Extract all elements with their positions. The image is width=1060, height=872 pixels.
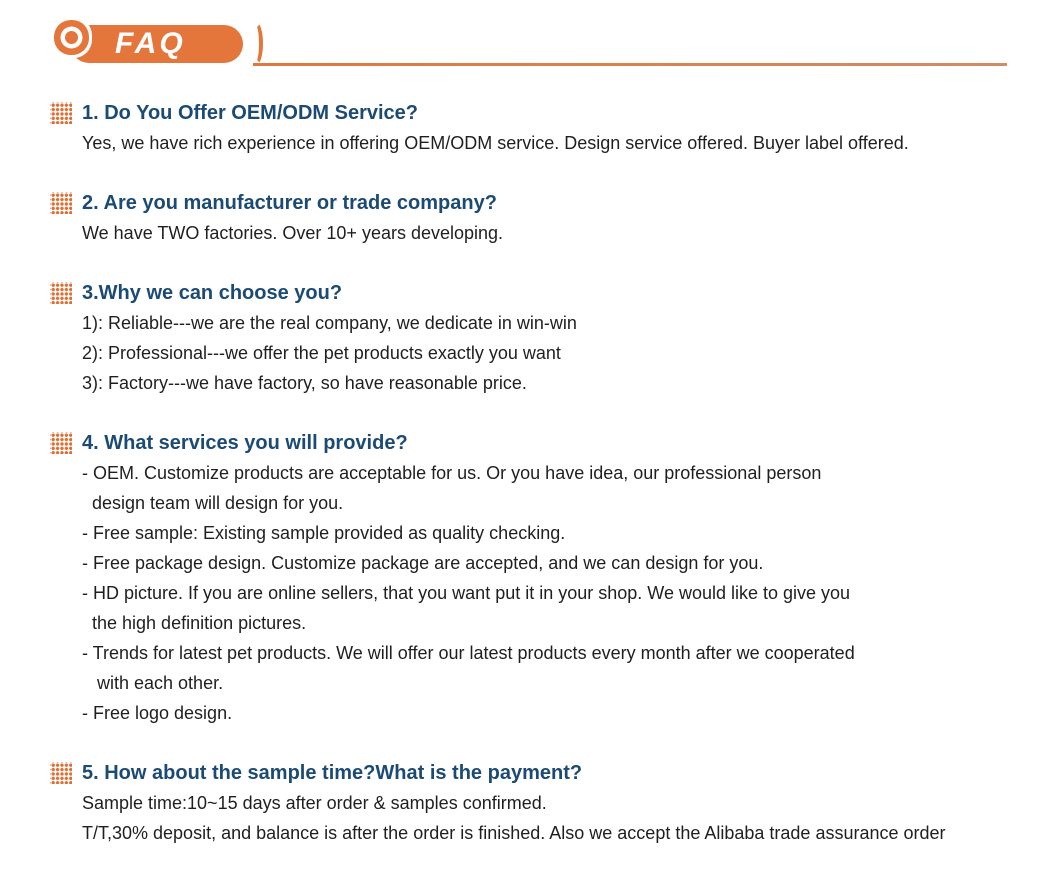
faq-answer-line: We have TWO factories. Over 10+ years developing. [82, 223, 504, 243]
faq-question-row [50, 428, 1060, 458]
faq-answer-line: 3): Factory---we have factory, so have reasonable price. [82, 373, 527, 393]
faq-answer-line: 1): Reliable---we are the real company, we dedicate in win-win [82, 313, 577, 333]
faq-answers [50, 218, 1060, 248]
faq-answer-line: 2): Professional---we offer the pet products exactly you want [82, 343, 561, 363]
bullet-circle-icon [65, 31, 78, 44]
faq-section-header [55, 20, 1007, 68]
faq-item [50, 188, 1060, 248]
dots-grid-icon [50, 102, 72, 124]
faq-question: 1. Do You Offer OEM/ODM Service? [82, 102, 418, 124]
header-underline [253, 63, 1007, 66]
faq-item [50, 98, 1060, 158]
faq-answer-line: - Free logo design. [82, 703, 233, 723]
faq-answers [50, 308, 1060, 398]
faq-question: 3.Why we can choose you? [82, 282, 343, 304]
faq-answer-line: - Free sample: Existing sample provided as quality checking. [82, 523, 566, 543]
faq-answers [50, 458, 1060, 728]
faq-question: 4. What services you will provide? [82, 432, 408, 454]
faq-answers [50, 788, 1060, 848]
faq-answers [50, 128, 1060, 158]
dots-grid-icon [50, 432, 72, 454]
faq-answer-line: Yes, we have rich experience in offering OEM/ODM service. Design service offered. Buyer label offered. [82, 133, 909, 153]
faq-question-row [50, 188, 1060, 218]
faq-question: 5. How about the sample time?What is the payment? [82, 762, 583, 784]
faq-answer-line: the high definition pictures. [82, 613, 307, 633]
dots-grid-icon [50, 192, 72, 214]
faq-answer-line: Sample time:10~15 days after order & samples confirmed. [82, 793, 547, 813]
faq-item [50, 278, 1060, 398]
faq-answer-line: - HD picture. If you are online sellers, that you want put it in your shop. We would like to give you [82, 583, 851, 603]
faq-badge-title: FAQ [115, 27, 186, 60]
faq-answer-line: - Free package design. Customize package are accepted, and we can design for you. [82, 553, 764, 573]
faq-item [50, 758, 1060, 848]
faq-question: 2. Are you manufacturer or trade company? [82, 192, 497, 214]
faq-answer-line: T/T,30% deposit, and balance is after the order is finished. Also we accept the Alibaba trade assurance order [82, 823, 946, 843]
faq-badge [70, 25, 243, 63]
faq-answer-line: design team will design for you. [82, 493, 344, 513]
dots-grid-icon [50, 282, 72, 304]
faq-question-row [50, 98, 1060, 128]
faq-list [0, 98, 1060, 848]
faq-answer-line: - OEM. Customize products are acceptable for us. Or you have idea, our professional person [82, 463, 822, 483]
faq-answer-line: - Trends for latest pet products. We will offer our latest products every month after we cooperated [82, 643, 855, 663]
arc-decoration-icon [248, 21, 263, 66]
faq-question-row [50, 278, 1060, 308]
faq-answer-line: with each other. [82, 673, 224, 693]
faq-item [50, 428, 1060, 728]
dots-grid-icon [50, 762, 72, 784]
faq-question-row [50, 758, 1060, 788]
